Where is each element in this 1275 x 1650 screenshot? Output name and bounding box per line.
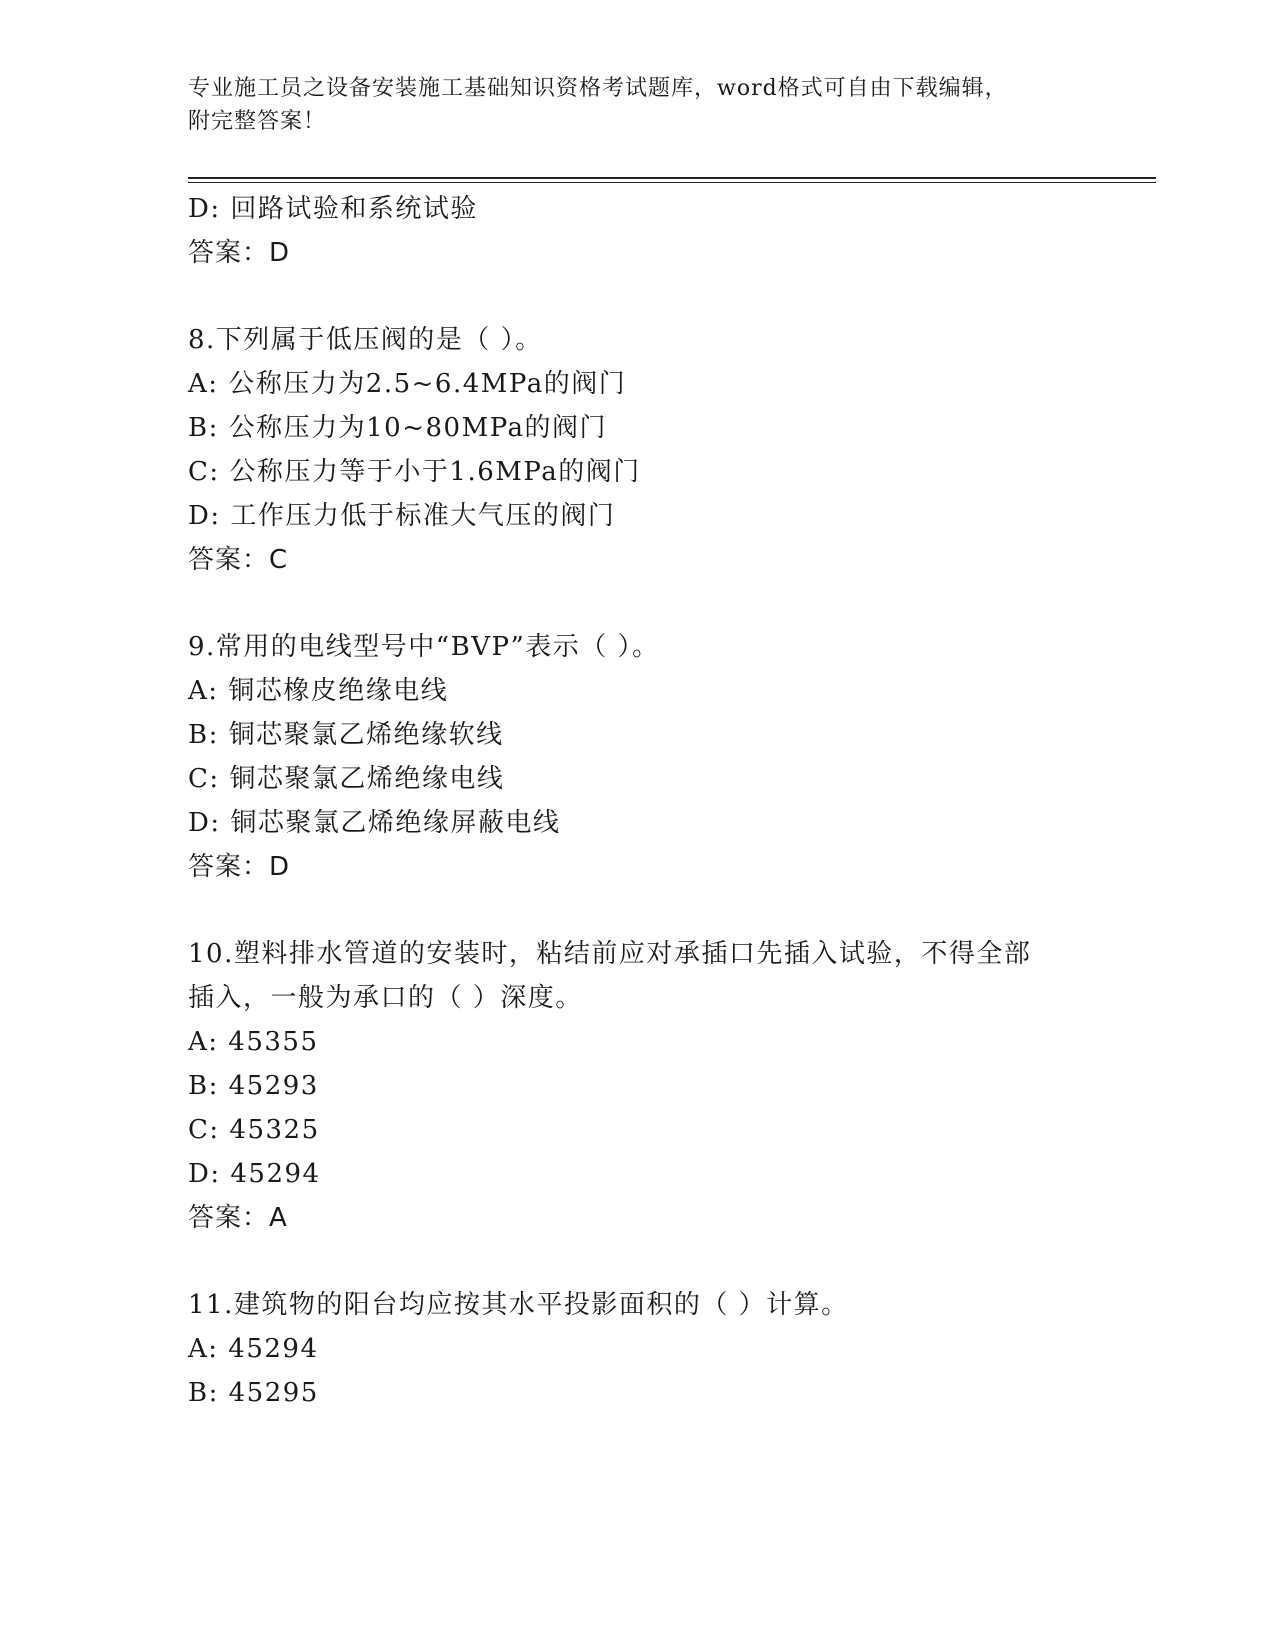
- q10-stem-line-2: 插入，一般为承口的（ ）深度。: [188, 983, 583, 1013]
- header-divider-thick: [188, 177, 1156, 179]
- q10-stem-line-1: 10.塑料排水管道的安装时，粘结前应对承插口先插入试验，不得全部: [188, 939, 1032, 969]
- q9-option-b: B: 铜芯聚氯乙烯绝缘软线: [188, 720, 504, 750]
- q10-option-a: A: 45355: [188, 1027, 319, 1057]
- q9-answer: 答案：D: [188, 852, 291, 882]
- q8-option-b: B: 公称压力为10~80MPa的阀门: [188, 413, 608, 443]
- q8-option-c: C: 公称压力等于小于1.6MPa的阀门: [188, 457, 641, 487]
- q10-option-b: B: 45293: [188, 1071, 319, 1101]
- q7-answer: 答案：D: [188, 238, 291, 268]
- q8-option-d: D: 工作压力低于标准大气压的阀门: [188, 501, 616, 531]
- q7-option-d: D: 回路试验和系统试验: [188, 194, 478, 224]
- q9-option-a: A: 铜芯橡皮绝缘电线: [188, 676, 449, 706]
- header-line-2: 附完整答案！: [188, 109, 327, 134]
- q8-stem: 8.下列属于低压阀的是（ ）。: [188, 325, 543, 355]
- q10-answer: 答案：A: [188, 1203, 288, 1233]
- q9-option-c: C: 铜芯聚氯乙烯绝缘电线: [188, 764, 505, 794]
- header-divider-thin: [188, 182, 1156, 183]
- header-line-1: 专业施工员之设备安装施工基础知识资格考试题库，word格式可自由下载编辑，: [188, 76, 1008, 101]
- document-header: [188, 72, 1088, 138]
- q9-option-d: D: 铜芯聚氯乙烯绝缘屏蔽电线: [188, 808, 561, 838]
- q8-answer: 答案：C: [188, 545, 289, 575]
- q11-option-a: A: 45294: [188, 1334, 319, 1364]
- q9-stem: 9.常用的电线型号中“BVP”表示（ ）。: [188, 632, 660, 662]
- q11-stem: 11.建筑物的阳台均应按其水平投影面积的（ ）计算。: [188, 1290, 849, 1320]
- q11-option-b: B: 45295: [188, 1378, 319, 1408]
- q10-option-d: D: 45294: [188, 1159, 321, 1189]
- q10-option-c: C: 45325: [188, 1115, 320, 1145]
- q8-option-a: A: 公称压力为2.5~6.4MPa的阀门: [188, 369, 627, 399]
